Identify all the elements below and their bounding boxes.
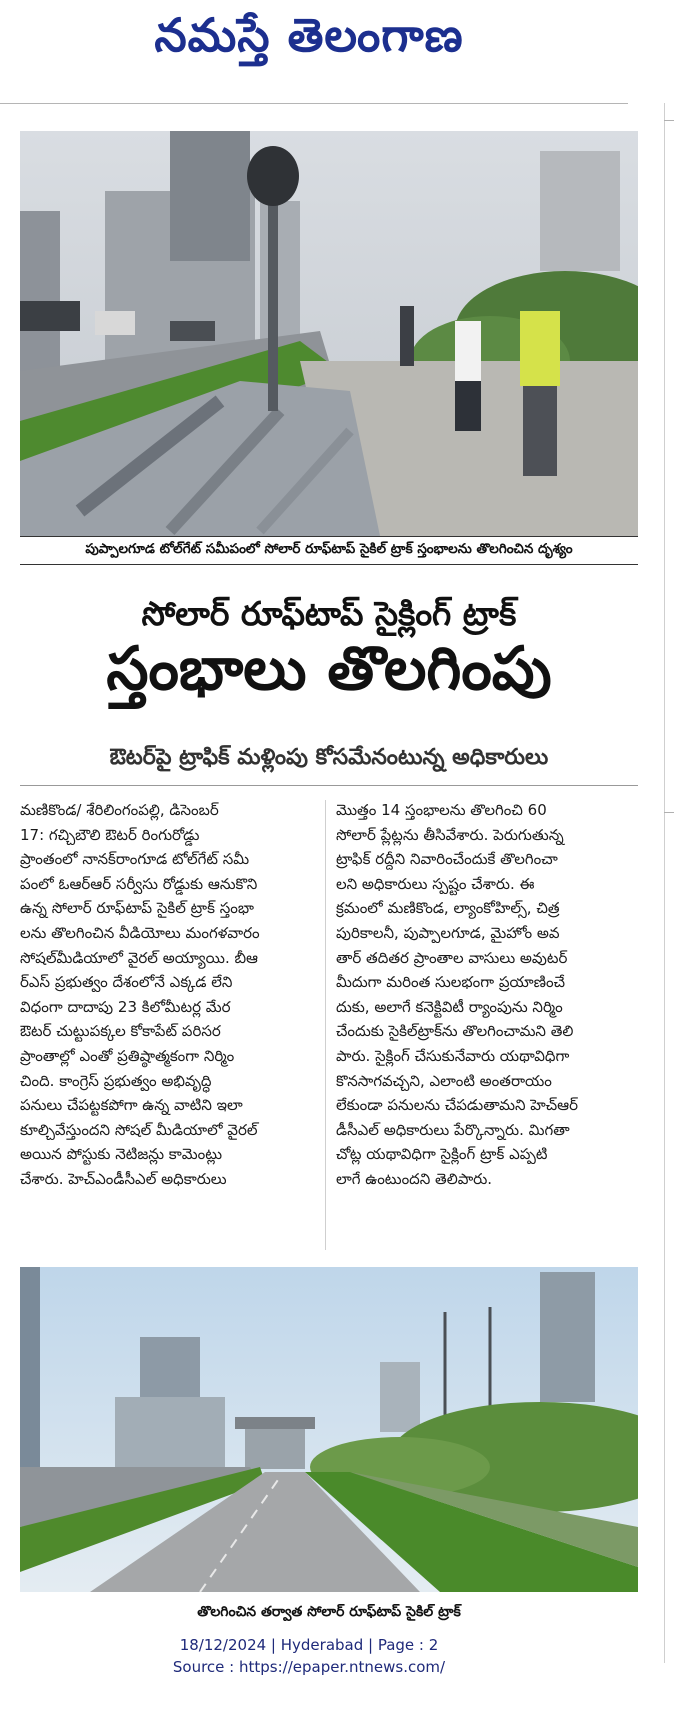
- top-photo-caption: పుప్పాలగూడ టోల్‌గేట్ సమీపంలో సోలార్ రూఫ్‌టాప్ సైకిల్ ట్రాక్ స్తంభాలను తొలగించిన దృశ్యం: [85, 541, 573, 557]
- caption-rule: [20, 564, 638, 565]
- top-photo: [20, 131, 638, 536]
- article-kicker: సోలార్ రూఫ్‌టాప్ సైక్లింగ్ ట్రాక్: [141, 594, 517, 633]
- footer-source: Source : https://epaper.ntnews.com/: [172, 1658, 446, 1676]
- article-subhead: ఔటర్‌పై ట్రాఫిక్ మళ్లింపు కోసమేనంటున్న అధికారులు: [109, 745, 549, 770]
- masthead-divider: [0, 103, 628, 104]
- caption-rule: [20, 536, 638, 537]
- page-edge-tick: [664, 120, 674, 121]
- bottom-photo-caption: తొలగించిన తర్వాత సోలార్ రూఫ్‌టాప్ సైకిల్ ట్రాక్: [197, 1604, 461, 1620]
- article-column-right: మొత్తం 14 స్తంభాలను తొలగించి 60 సోలార్ ప్లేట్లను తీసివేశారు. పెరుగుతున్న ట్రాఫిక్ రద్దీని నివారించేందుకే తొలగించా లని అధికారులు స్పష్టం చేశారు. ఈ క్రమంలో మణికొండ, ల్యాంకోహిల్స్, చిత్ర పురికాలనీ, పుప్పాలగూడ, మైహోం అవ తార్ తదితర ప్రాంతాల వాసులు అవుటర్ మీదుగా మరింత సులభంగా ప్రయాణించే దుకు, అలాగే కనెక్టివిటీ ర్యాంపును నిర్మిం చేందుకు సైకిల్‌ట్రాక్‌ను తొలగించామని తెలి పారు. సైక్లింగ్ చేసుకునేవారు యథావిధిగా కొనసాగవచ్చని, ఎలాంటి అంతరాయం లేకుండా పనులను చేపడుతామని హెచ్‌ఆర్ డీసీఎల్ అధికారులు పేర్కొన్నారు. మిగతా చోట్ల యథావిధిగా సైక్లింగ్ ట్రాక్ ఎప్పటి లాగే ఉంటుందని తెలిపారు.: [336, 801, 579, 1188]
- footer-dateline: 18/12/2024 | Hyderabad | Page : 2: [179, 1636, 439, 1654]
- masthead: [0, 0, 674, 100]
- deck-rule: [20, 785, 638, 786]
- article-headline: స్తంభాలు తొలగింపు: [106, 634, 552, 704]
- masthead-title: నమస్తే తెలంగాణ: [154, 8, 464, 62]
- page-edge-rule: [664, 103, 665, 1663]
- article-column-left: మణికొండ/ శేరిలింగంపల్లి, డిసెంబర్ 17: గచ్చిబౌలి ఔటర్ రింగురోడ్డు ప్రాంతంలో నానక్‌రాంగూడ టోల్‌గేట్ సమీ పంలో ఓఆర్‌ఆర్ సర్వీసు రోడ్డుకు ఆనుకొని ఉన్న సోలార్ రూఫ్‌టాప్ సైకిల్ ట్రాక్ స్తంభా లను తొలగించిన వీడియోలు మంగళవారం సోషల్‌మీడియాలో వైరల్ అయ్యాయి. బీఆ ర్‌ఎస్ ప్రభుత్వం దేశంలోనే ఎక్కడ లేని విధంగా దాదాపు 23 కిలోమీటర్ల మేర ఔటర్ చుట్టుపక్కల కోకాపేట్ పరిసర ప్రాంతాల్లో ఎంతో ప్రతిష్ఠాత్మకంగా నిర్మిం చింది. కాంగ్రెస్ ప్రభుత్వం అభివృద్ధి పనులు చేపట్టకపోగా ఉన్న వాటిని ఇలా కూల్చివేస్తుందని సోషల్ మీడియాలో వైరల్ అయిన పోస్టుకు నెటిజన్లు కామెంట్లు చేశారు. హెచ్‌ఎండీసీఎల్ అధికారులు: [20, 801, 260, 1188]
- bottom-photo: [20, 1267, 638, 1592]
- column-divider: [325, 800, 326, 1250]
- page-edge-tick: [664, 812, 674, 813]
